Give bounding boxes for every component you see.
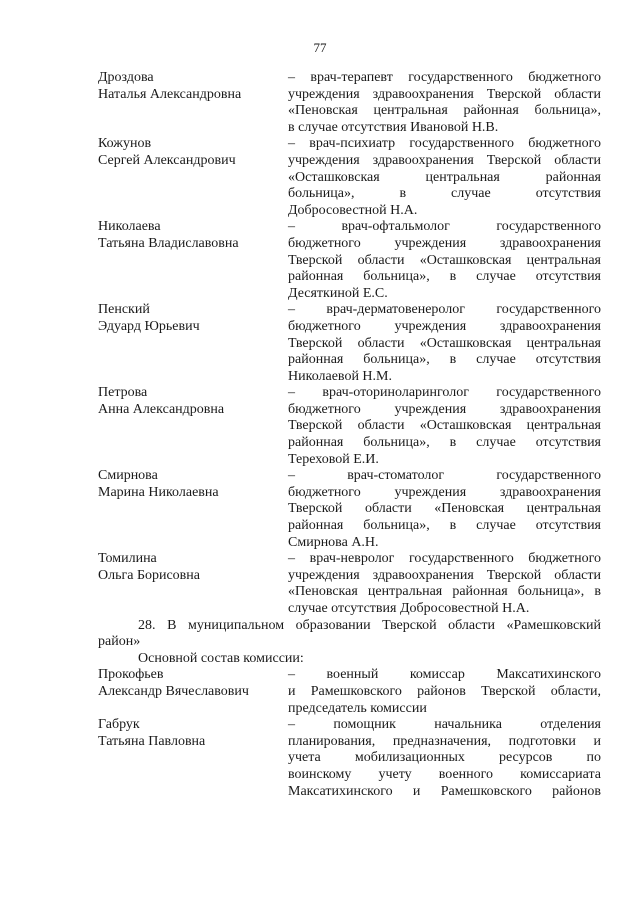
- member-name: [98, 551, 288, 617]
- member-position-line: бюджетного учреждения здравоохранения: [288, 484, 601, 500]
- member-position: [288, 70, 601, 136]
- section-heading-line: 28. В муниципальном образовании Тверской области «Рамешковский: [138, 617, 601, 633]
- member-list-a: [98, 70, 601, 618]
- member-position-line: Тверской области «Осташковская центральная: [288, 252, 601, 268]
- member-name-line: Томилина: [98, 551, 157, 567]
- member-list-b: [98, 667, 601, 800]
- member-position-line: районная больница», в случае отсутствия: [288, 352, 601, 368]
- member-position-line: бюджетного учреждения здравоохранения: [288, 318, 601, 334]
- member-entry: [98, 717, 601, 800]
- page-number: 77: [313, 40, 327, 55]
- member-position-line: бюджетного учреждения здравоохранения: [288, 235, 601, 251]
- member-position-line: – врач-терапевт государственного бюджетного: [288, 70, 601, 85]
- member-position-line: в случае отсутствия Ивановой Н.В.: [288, 119, 499, 135]
- member-entry: [98, 551, 601, 617]
- member-position-line: – помощник начальника отделения: [288, 717, 601, 733]
- member-position-line: районная больница», в случае отсутствия: [288, 269, 601, 285]
- member-name: [98, 385, 288, 468]
- member-position-line: учреждения здравоохранения Тверской области: [288, 86, 601, 102]
- member-name: [98, 302, 288, 385]
- document-body: [98, 70, 601, 800]
- member-position-line: «Осташковская центральная районная: [288, 169, 601, 185]
- member-position-line: – врач-оториноларинголог государственного: [288, 385, 601, 401]
- member-name-line: Татьяна Павловна: [98, 733, 206, 749]
- member-entry: [98, 302, 601, 385]
- member-name: [98, 70, 288, 136]
- member-entry: [98, 385, 601, 468]
- member-name-line: Эдуард Юрьевич: [98, 318, 200, 334]
- member-name-line: Марина Николаевна: [98, 484, 219, 500]
- member-entry: [98, 70, 601, 136]
- member-name-line: Татьяна Владиславовна: [98, 235, 239, 251]
- member-position-line: больница», в случае отсутствия: [288, 186, 601, 202]
- member-position-line: планирования, предназначения, подготовки и: [288, 733, 601, 749]
- member-name-line: Габрук: [98, 717, 140, 733]
- member-position-line: и Рамешковского районов Тверской области,: [288, 683, 601, 699]
- member-name: [98, 468, 288, 551]
- member-position-line: районная больница», в случае отсутствия: [288, 435, 601, 451]
- member-position-line: председатель комиссии: [288, 700, 427, 716]
- member-position: [288, 717, 601, 800]
- member-position-line: случае отсутствия Добросовестной Н.А.: [288, 601, 530, 616]
- member-name: [98, 717, 288, 800]
- member-position: [288, 468, 601, 551]
- member-position-line: учреждения здравоохранения Тверской области: [288, 152, 601, 168]
- member-position-line: – врач-офтальмолог государственного: [288, 219, 601, 235]
- member-name: [98, 219, 288, 302]
- member-position-line: Тереховой Е.И.: [288, 451, 379, 467]
- member-name-line: Прокофьев: [98, 667, 164, 683]
- member-position-line: Тверской области «Пеновская центральная: [288, 501, 601, 517]
- member-name-line: Пенский: [98, 302, 150, 318]
- member-name: [98, 667, 288, 717]
- member-entry: [98, 219, 601, 302]
- member-position-line: Тверской области «Осташковская центральная: [288, 335, 601, 351]
- member-name-line: Наталья Александровна: [98, 86, 242, 102]
- member-entry: [98, 667, 601, 717]
- member-position-line: – врач-психиатр государственного бюджетного: [288, 136, 601, 152]
- member-name-line: Кожунов: [98, 136, 152, 152]
- section-heading-line: район»: [98, 634, 141, 650]
- member-position-line: бюджетного учреждения здравоохранения: [288, 401, 601, 417]
- member-name-line: Александр Вячеславович: [98, 683, 249, 699]
- member-position-line: Максатихинского и Рамешковского районов: [288, 783, 601, 799]
- member-position-line: учреждения здравоохранения Тверской области: [288, 567, 601, 583]
- member-position: [288, 219, 601, 302]
- member-position: [288, 385, 601, 468]
- member-position-line: «Пеновская центральная районная больница», в: [288, 584, 601, 600]
- member-name-line: Дроздова: [98, 70, 154, 85]
- member-position-line: Добросовестной Н.А.: [288, 202, 418, 218]
- member-position-line: Десяткиной Е.С.: [288, 285, 388, 301]
- member-name-line: Николаева: [98, 219, 161, 235]
- member-position-line: – врач-стоматолог государственного: [288, 468, 601, 484]
- member-position-line: Смирнова А.Н.: [288, 534, 379, 550]
- member-name: [98, 136, 288, 219]
- member-entry: [98, 468, 601, 551]
- member-position: [288, 302, 601, 385]
- member-name-line: Анна Александровна: [98, 401, 225, 417]
- member-position: [288, 551, 601, 617]
- member-position-line: учета мобилизационных ресурсов по: [288, 750, 601, 766]
- member-name-line: Петрова: [98, 385, 148, 401]
- member-name-line: Сергей Александрович: [98, 152, 236, 168]
- member-position-line: Тверской области «Осташковская центральная: [288, 418, 601, 434]
- member-position-line: воинскому учету военного комиссариата: [288, 766, 601, 782]
- section-subheading: Основной состав комиссии:: [138, 650, 304, 666]
- member-position-line: – военный комиссар Максатихинского: [288, 667, 601, 683]
- member-position-line: – врач-невролог государственного бюджетного: [288, 551, 601, 567]
- member-position: [288, 667, 601, 717]
- member-name-line: Смирнова: [98, 468, 158, 484]
- member-position-line: районная больница», в случае отсутствия: [288, 518, 601, 534]
- section-heading: [98, 618, 601, 651]
- member-position-line: Николаевой Н.М.: [288, 368, 392, 384]
- member-position-line: «Пеновская центральная районная больница»,: [288, 103, 601, 119]
- member-entry: [98, 136, 601, 219]
- member-name-line: Ольга Борисовна: [98, 567, 200, 583]
- member-position-line: – врач-дерматовенеролог государственного: [288, 302, 601, 318]
- member-position: [288, 136, 601, 219]
